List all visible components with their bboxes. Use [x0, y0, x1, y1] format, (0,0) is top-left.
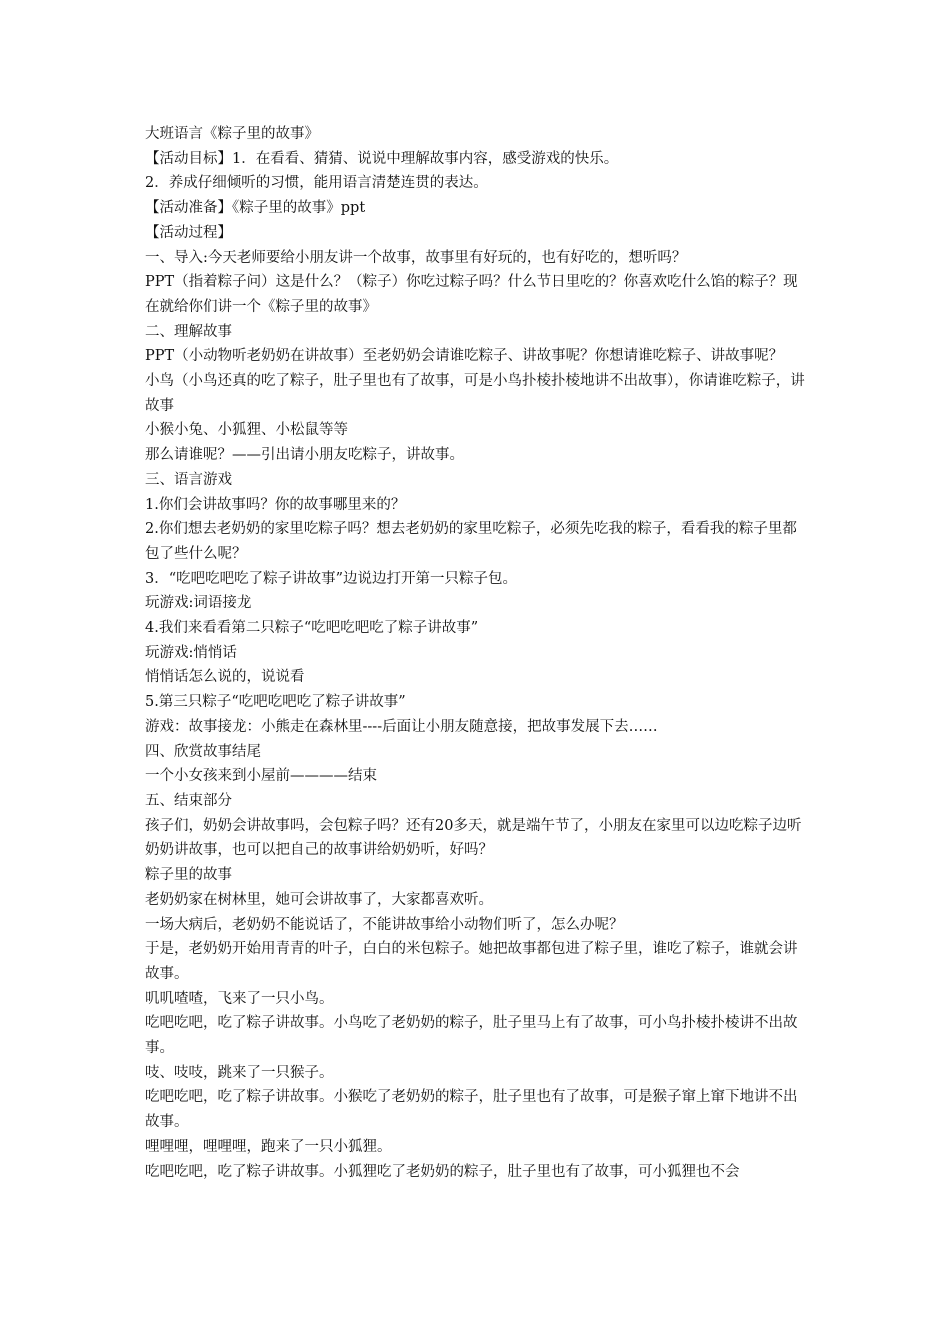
- paragraph: PPT（指着粽子问）这是什么？（粽子）你吃过粽子吗？什么节日里吃的？你喜欢吃什么馅的粽子？现在就给你们讲一个《粽子里的故事》: [145, 274, 798, 315]
- paragraph: 5.第三只粽子“吃吧吃吧吃了粽子讲故事”: [145, 694, 406, 711]
- paragraph: 五、结束部分: [145, 792, 232, 809]
- paragraph: 老奶奶家在树林里，她可会讲故事了，大家都喜欢听。: [145, 891, 493, 908]
- paragraph: 3．“吃吧吃吧吃了粽子讲故事”边说边打开第一只粽子包。: [145, 570, 518, 587]
- paragraph: 孩子们，奶奶会讲故事吗，会包粽子吗？还有20多天，就是端午节了，小朋友在家里可以边吃粽子边听奶奶讲故事，也可以把自己的故事讲给奶奶听，好吗？: [145, 817, 802, 859]
- paragraph: 二、理解故事: [145, 323, 232, 340]
- paragraph: 哩哩哩，哩哩哩，跑来了一只小狐狸。: [145, 1138, 392, 1155]
- paragraph: 那么请谁呢？——引出请小朋友吃粽子，讲故事。: [145, 447, 464, 464]
- paragraph: 一个小女孩来到小屋前————结束: [145, 768, 377, 785]
- paragraph: 叽叽喳喳，飞来了一只小鸟。: [145, 990, 334, 1007]
- paragraph: 【活动准备】《粽子里的故事》ppt: [145, 200, 366, 217]
- paragraph: 小猴小兔、小狐狸、小松鼠等等: [145, 422, 348, 439]
- paragraph: 玩游戏:悄悄话: [145, 644, 237, 661]
- paragraph: 吃吧吃吧，吃了粽子讲故事。小狐狸吃了老奶奶的粽子，肚子里也有了故事，可小狐狸也不会: [145, 1163, 740, 1180]
- document-body: [145, 122, 810, 1184]
- paragraph: 吃吧吃吧，吃了粽子讲故事。小猴吃了老奶奶的粽子，肚子里也有了故事，可是猴子窜上窜下地讲不出故事。: [145, 1089, 798, 1131]
- paragraph: 1.你们会讲故事吗？你的故事哪里来的？: [145, 496, 406, 513]
- paragraph: 【活动目标】1．在看看、猜猜、说说中理解故事内容，感受游戏的快乐。: [145, 150, 619, 167]
- paragraph: 【活动过程】: [145, 224, 232, 241]
- paragraph: 悄悄话怎么说的，说说看: [145, 669, 305, 686]
- paragraph: 2.你们想去老奶奶的家里吃粽子吗？想去老奶奶的家里吃粽子，必须先吃我的粽子，看看我的粽子里都包了些什么呢？: [145, 521, 797, 562]
- paragraph: 吃吧吃吧，吃了粽子讲故事。小鸟吃了老奶奶的粽子，肚子里马上有了故事，可小鸟扑棱扑棱讲不出故事。: [145, 1015, 798, 1057]
- paragraph: 吱、吱吱，跳来了一只猴子。: [145, 1064, 334, 1081]
- document-title: 大班语言《粽子里的故事》: [145, 126, 319, 142]
- paragraph: 四、欣赏故事结尾: [145, 743, 261, 760]
- paragraph: 三、语言游戏: [145, 471, 232, 488]
- paragraph: 4.我们来看看第二只粽子“吃吧吃吧吃了粽子讲故事”: [145, 620, 479, 637]
- paragraph: 玩游戏:词语接龙: [145, 595, 252, 612]
- paragraph: 一、导入:今天老师要给小朋友讲一个故事，故事里有好玩的，也有好吃的，想听吗？: [145, 249, 687, 266]
- paragraph: 于是，老奶奶开始用青青的叶子，白白的米包粽子。她把故事都包进了粽子里，谁吃了粽子，谁就会讲故事。: [145, 941, 798, 982]
- paragraph: PPT（小动物听老奶奶在讲故事）至老奶奶会请谁吃粽子、讲故事呢？你想请谁吃粽子、讲故事呢？: [145, 348, 784, 365]
- paragraph: 小鸟（小鸟还真的吃了粽子，肚子里也有了故事，可是小鸟扑棱扑棱地讲不出故事），你请谁吃粽子，讲故事: [145, 373, 805, 414]
- paragraph: 粽子里的故事: [145, 867, 232, 884]
- paragraph: 游戏：故事接龙：小熊走在森林里----后面让小朋友随意接，把故事发展下去……: [145, 718, 658, 735]
- paragraph: 2．养成仔细倾听的习惯，能用语言清楚连贯的表达。: [145, 175, 488, 192]
- paragraph: 一场大病后，老奶奶不能说话了，不能讲故事给小动物们听了，怎么办呢？: [145, 916, 624, 933]
